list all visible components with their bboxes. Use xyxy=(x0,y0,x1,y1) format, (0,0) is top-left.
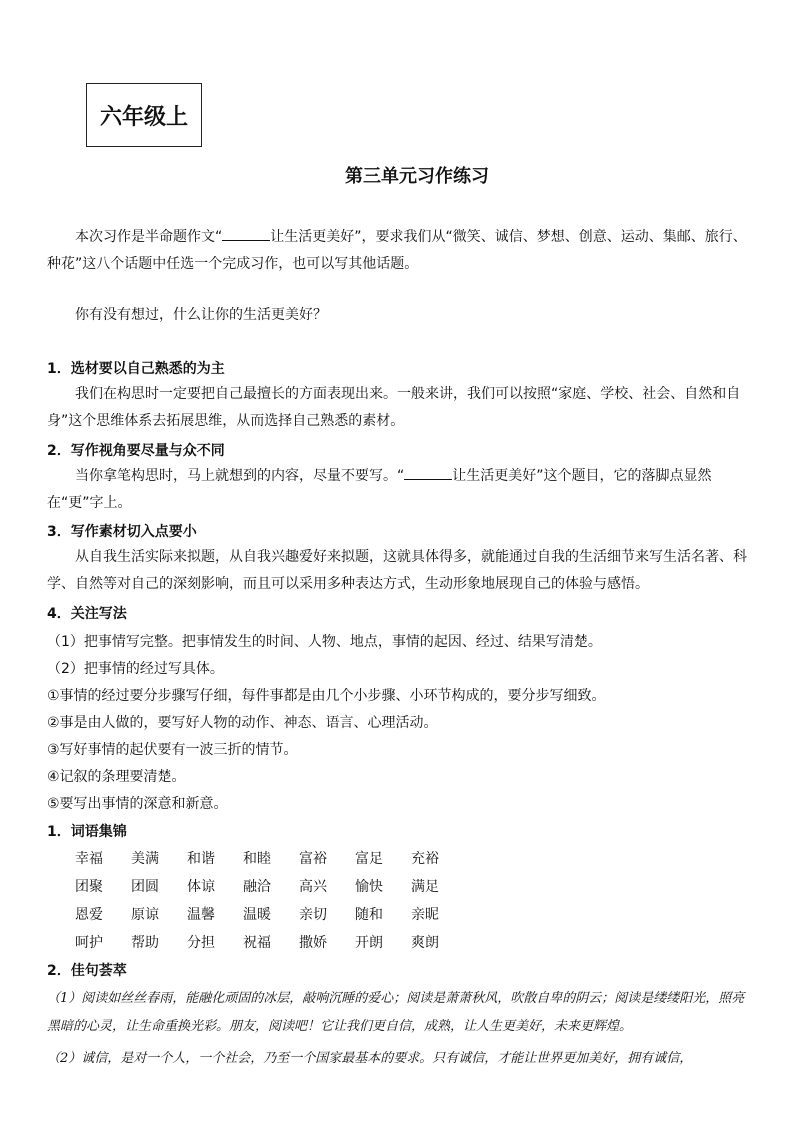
method-line-6: ④记叙的条理要清楚。 xyxy=(47,769,186,785)
method-line-7: ⑤要写出事情的深意和新意。 xyxy=(47,796,228,812)
section-4-heading: 4．关注写法 xyxy=(47,606,127,622)
vocab-word: 和睦 xyxy=(243,851,271,867)
vocab-word: 充裕 xyxy=(411,851,439,867)
title-blank xyxy=(222,226,270,241)
vocab-word: 开朗 xyxy=(355,935,383,951)
intro-text-start: 本次习作是半命题作文“ xyxy=(75,229,223,245)
question-text: 你有没有想过，什么让你的生活更美好？ xyxy=(75,307,327,323)
vocab-row xyxy=(75,904,475,931)
vocab-row xyxy=(75,932,475,959)
method-line-2: （2）把事情的经过写具体。 xyxy=(47,661,224,677)
vocab-word: 团圆 xyxy=(131,879,159,895)
vocab-word: 原谅 xyxy=(131,907,159,923)
quotes-heading: 2．佳句荟萃 xyxy=(47,963,127,979)
vocab-word: 富足 xyxy=(355,851,383,867)
method-line-4: ②事是由人做的，要写好人物的动作、神态、语言、心理活动。 xyxy=(47,715,438,731)
vocab-word: 温暖 xyxy=(243,907,271,923)
vocab-word: 随和 xyxy=(355,907,383,923)
vocab-heading: 1．词语集锦 xyxy=(47,824,127,840)
vocab-word: 满足 xyxy=(411,879,439,895)
vocab-word: 高兴 xyxy=(299,879,327,895)
vocab-word: 祝福 xyxy=(243,935,271,951)
vocab-word: 幸福 xyxy=(75,851,103,867)
section-3-body: 从自我生活实际来拟题，从自我兴趣爱好来拟题，这就具体得多，就能通过自我的生活细节来写生活名著、科学、自然等对自己的深刻影响，而且可以采用多种表达方式，生动形象地展现自己的体验与感悟。 xyxy=(47,549,747,592)
vocab-word: 帮助 xyxy=(131,935,159,951)
method-line-1: （1）把事情写完整。把事情发生的时间、人物、地点，事情的起因、经过、结果写清楚。 xyxy=(47,634,602,650)
vocab-word: 撒娇 xyxy=(299,935,327,951)
vocab-word: 亲切 xyxy=(299,907,327,923)
vocab-word: 呵护 xyxy=(75,935,103,951)
intro-text-end: 让生活更美好”，要求我们从“微笑、诚信、梦想、创意、运动、集邮、旅行、种花”这八个话题中任选一个完成习作，也可以写其他话题。 xyxy=(47,229,747,272)
vocab-word: 融洽 xyxy=(243,879,271,895)
vocab-row xyxy=(75,876,475,903)
vocab-word: 体谅 xyxy=(187,879,215,895)
quote-1: （1）阅读如丝丝春雨，能融化顽固的冰层，敲响沉睡的爱心；阅读是萧萧秋风，吹散自卑的阴云；阅读是缕缕阳光，照亮黑暗的心灵，让生命重换光彩。朋友，阅读吧！它让我们更自信，成熟，让人生更美好，未来更辉煌。 xyxy=(47,991,745,1034)
vocab-word: 富裕 xyxy=(299,851,327,867)
vocab-word: 亲昵 xyxy=(411,907,439,923)
vocab-row xyxy=(75,848,475,875)
vocab-word: 恩爱 xyxy=(75,907,103,923)
vocab-word: 和谐 xyxy=(187,851,215,867)
section-2-text-start: 当你拿笔构思时，马上就想到的内容，尽量不要写。“ xyxy=(75,468,405,484)
page-title: 第三单元习作练习 xyxy=(345,166,489,187)
vocab-word: 分担 xyxy=(187,935,215,951)
section-2-blank xyxy=(404,465,452,480)
section-2-text-end: 让生活更美好”这个题目，它的落脚点显然在“更”字上。 xyxy=(47,468,712,511)
method-line-3: ①事情的经过要分步骤写仔细，每件事都是由几个小步骤、小环节构成的，要分步写细致。 xyxy=(47,688,606,704)
vocab-word: 美满 xyxy=(131,851,159,867)
grade-badge: 六年级上 xyxy=(86,83,202,147)
section-2-body xyxy=(47,463,753,517)
vocab-word: 愉快 xyxy=(355,879,383,895)
section-3-heading: 3．写作素材切入点要小 xyxy=(47,524,197,540)
section-1-heading: 1．选材要以自己熟悉的为主 xyxy=(47,361,225,377)
vocab-word: 爽朗 xyxy=(411,935,439,951)
quote-2: （2）诚信，是对一个人，一个社会，乃至一个国家最基本的要求。只有诚信，才能让世界更加美好，拥有诚信， xyxy=(47,1051,693,1066)
vocab-word: 温馨 xyxy=(187,907,215,923)
vocab-word: 团聚 xyxy=(75,879,103,895)
method-line-5: ③写好事情的起伏要有一波三折的情节。 xyxy=(47,742,298,758)
section-2-heading: 2．写作视角要尽量与众不同 xyxy=(47,443,225,459)
section-1-body: 我们在构思时一定要把自己最擅长的方面表现出来。一般来讲，我们可以按照“家庭、学校、社会、自然和自身”这个思维体系去拓展思维，从而选择自己熟悉的素材。 xyxy=(47,386,741,429)
intro-paragraph xyxy=(47,224,753,278)
